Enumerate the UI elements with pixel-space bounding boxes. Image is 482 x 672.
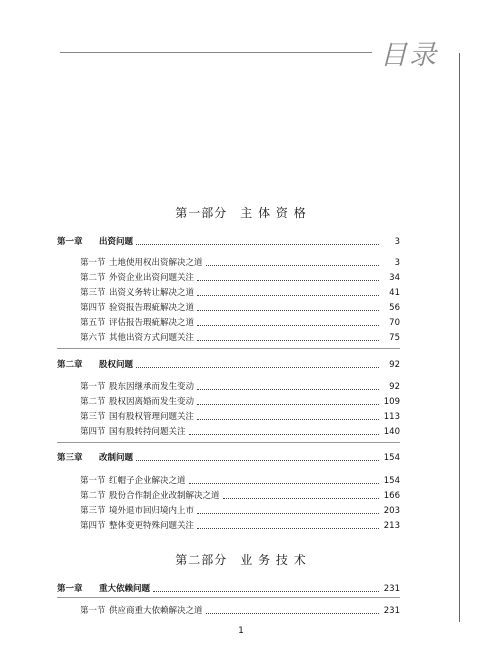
chapter-title: 股权问题 [99, 360, 134, 370]
chapter-page: 154 [383, 453, 400, 463]
section-entry[interactable] [80, 502, 400, 516]
dot-leader [197, 527, 379, 529]
section-title: 外资企业出资问题关注 [109, 273, 195, 283]
section-page: 203 [383, 506, 400, 516]
section-entry[interactable] [80, 472, 400, 486]
dot-leader [136, 366, 379, 368]
section-page: 3 [394, 258, 400, 268]
section-entry[interactable] [80, 314, 400, 328]
section-page: 75 [389, 333, 400, 343]
section-page: 166 [383, 491, 400, 501]
section-number: 第三节 [80, 288, 106, 298]
section-page: 34 [389, 273, 400, 283]
section-number: 第一节 [80, 476, 106, 486]
header-rule [60, 52, 372, 53]
section-title: 股东因继承而发生变动 [109, 382, 195, 392]
section-entry[interactable] [80, 393, 400, 407]
dot-leader [197, 294, 379, 296]
section-page: 231 [383, 606, 400, 616]
section-entry[interactable] [80, 329, 400, 343]
section-number: 第二节 [80, 273, 106, 283]
chapter-number: 第三章 [57, 453, 83, 463]
section-title: 出资义务转让解决之道 [109, 288, 195, 298]
dot-leader [197, 324, 379, 326]
dot-leader [197, 279, 379, 281]
section-title: 国有股权管理问题关注 [109, 412, 195, 422]
chapter-title: 重大依赖问题 [99, 584, 151, 594]
dot-leader [189, 482, 379, 484]
section-title: 评估报告瑕疵解决之道 [109, 318, 195, 328]
chapter-page: 92 [389, 360, 400, 370]
chapter-page: 231 [383, 584, 400, 594]
section-page: 154 [383, 476, 400, 486]
section-page: 109 [383, 397, 400, 407]
section-number: 第五节 [80, 318, 106, 328]
section-title: 国有股转持问题关注 [109, 427, 186, 437]
section-number: 第一节 [80, 606, 106, 616]
part-title: 第一部分 主 体 资 格 [175, 206, 307, 220]
section-page: 70 [389, 318, 400, 328]
section-number: 第三节 [80, 412, 106, 422]
chapter-number: 第一章 [57, 237, 83, 247]
chapter-title: 改制问题 [99, 453, 134, 463]
section-number: 第六节 [80, 333, 106, 343]
toc-heading: 目录 [380, 40, 438, 71]
section-number: 第四节 [80, 427, 106, 437]
section-entry[interactable] [80, 602, 400, 616]
section-number: 第二节 [80, 491, 106, 501]
section-page: 41 [389, 288, 400, 298]
section-entry[interactable] [80, 423, 400, 437]
dot-leader [223, 497, 379, 499]
section-title: 股份合作制企业改制解决之道 [109, 491, 220, 501]
dot-leader [153, 590, 379, 592]
section-number: 第一节 [80, 258, 106, 268]
section-entry[interactable] [80, 299, 400, 313]
chapter-entry[interactable] [57, 233, 400, 247]
section-page: 92 [389, 382, 400, 392]
dot-leader [189, 433, 379, 435]
dot-leader [197, 418, 379, 420]
chapter-entry[interactable] [57, 449, 400, 463]
section-entry[interactable] [80, 517, 400, 531]
dot-leader [136, 243, 379, 245]
section-page: 140 [383, 427, 400, 437]
chapter-title: 出资问题 [99, 237, 134, 247]
section-title: 整体变更特殊问题关注 [109, 521, 195, 531]
section-title: 股权因离婚而发生变动 [109, 397, 195, 407]
chapter-entry[interactable] [57, 356, 400, 370]
chapter-number: 第一章 [57, 584, 83, 594]
dot-leader [206, 264, 379, 266]
section-title: 验资报告瑕疵解决之道 [109, 303, 195, 313]
chapter-divider [57, 442, 400, 443]
dot-leader [136, 459, 379, 461]
section-entry[interactable] [80, 284, 400, 298]
section-entry[interactable] [80, 254, 400, 268]
dot-leader [197, 309, 379, 311]
section-number: 第四节 [80, 303, 106, 313]
part-title: 第二部分 业 务 技 术 [175, 553, 307, 567]
chapter-divider [57, 348, 400, 349]
section-title: 土地使用权出资解决之道 [109, 258, 203, 268]
section-page: 213 [383, 521, 400, 531]
page-number: 1 [238, 626, 244, 636]
section-entry[interactable] [80, 378, 400, 392]
chapter-page: 3 [394, 237, 400, 247]
section-number: 第四节 [80, 521, 106, 531]
section-page: 113 [383, 412, 400, 422]
section-title: 供应商重大依赖解决之道 [109, 606, 203, 616]
chapter-entry[interactable] [57, 580, 400, 594]
dot-leader [197, 512, 379, 514]
dot-leader [197, 388, 379, 390]
section-entry[interactable] [80, 269, 400, 283]
dot-leader [197, 339, 379, 341]
dot-leader [206, 612, 379, 614]
section-number: 第一节 [80, 382, 106, 392]
section-title: 境外退市回归境内上市 [109, 506, 195, 516]
side-rule [459, 53, 460, 622]
section-entry[interactable] [80, 487, 400, 501]
section-title: 红帽子企业解决之道 [109, 476, 186, 486]
section-number: 第二节 [80, 397, 106, 407]
chapter-number: 第二章 [57, 360, 83, 370]
section-number: 第三节 [80, 506, 106, 516]
section-entry[interactable] [80, 408, 400, 422]
chapter-divider [57, 597, 400, 598]
section-title: 其他出资方式问题关注 [109, 333, 195, 343]
dot-leader [197, 403, 379, 405]
section-page: 56 [389, 303, 400, 313]
